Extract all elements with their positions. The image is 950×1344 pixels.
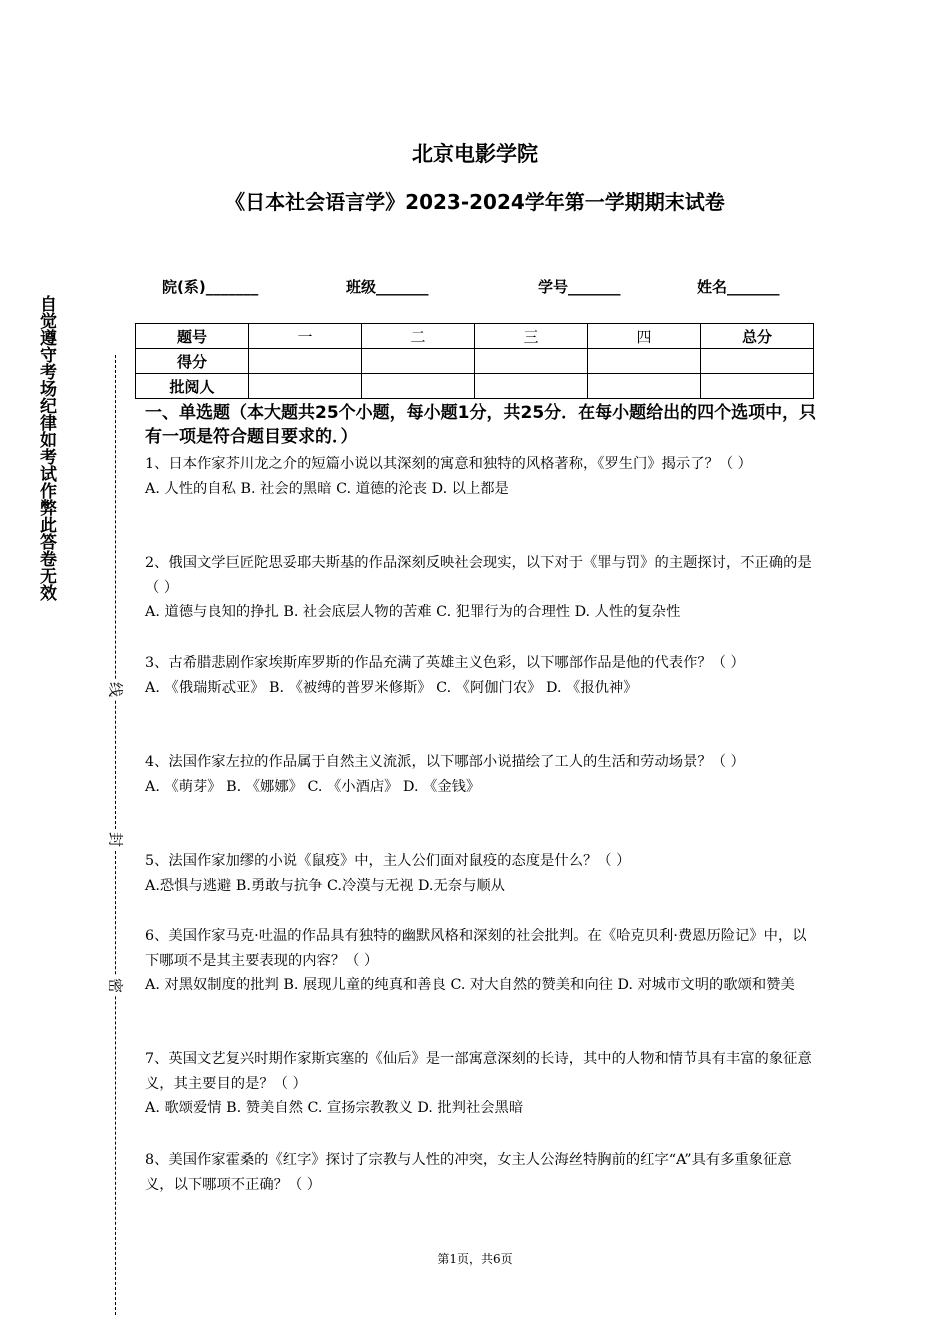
question-3 xyxy=(145,651,815,700)
page-footer: 第1页，共6页 xyxy=(437,1252,513,1266)
score-table-header-cell: 三 xyxy=(475,324,588,349)
binding-mark-secret: 密 xyxy=(106,976,127,996)
question-stem: 5、法国作家加缪的小说《鼠疫》中，主人公们面对鼠疫的态度是什么？（ ） xyxy=(145,853,631,869)
question-5 xyxy=(145,849,815,898)
question-stem: 4、法国作家左拉的作品属于自然主义流派，以下哪部小说描绘了工人的生活和劳动场景？（ ） xyxy=(145,754,745,770)
score-table-header-cell: 总分 xyxy=(701,324,814,349)
question-options: A. 对黑奴制度的批判 B. 展现儿童的纯真和善良 C. 对大自然的赞美和向往 D. 对城市文明的歌颂和赞美 xyxy=(145,977,795,993)
side-warning-text: 自觉遵守考场纪律如考试作弊此答卷无效 xyxy=(36,295,56,601)
score-table-header-row xyxy=(136,324,814,349)
grader-cell xyxy=(475,374,588,399)
question-8 xyxy=(145,1148,815,1197)
score-cell xyxy=(475,349,588,374)
question-options: A. 《俄瑞斯忒亚》 B. 《被缚的普罗米修斯》 C. 《阿伽门农》 D. 《报仇神》 xyxy=(145,679,638,696)
score-cell xyxy=(249,349,362,374)
score-table-header-cell: 题号 xyxy=(136,324,249,349)
score-cell xyxy=(362,349,475,374)
question-stem: 2、俄国文学巨匠陀思妥耶夫斯基的作品深刻反映社会现实，以下对于《罪与罚》的主题探讨，不正确的是（ ） xyxy=(145,555,812,596)
question-stem: 6、美国作家马克·吐温的作品具有独特的幽默风格和深刻的社会批判。在《哈克贝利·费恩历险记》中，以下哪项不是其主要表现的内容？（ ） xyxy=(145,928,807,969)
question-options: A.恐惧与逃避 B.勇敢与抗争 C.冷漠与无视 D.无奈与顺从 xyxy=(145,877,505,894)
question-stem: 1、日本作家芥川龙之介的短篇小说以其深刻的寓意和独特的风格著称，《罗生门》揭示了？（ ） xyxy=(145,456,752,472)
question-4 xyxy=(145,750,815,799)
binding-mark-seal: 封 xyxy=(106,830,127,850)
school-title: 北京电影学院 xyxy=(412,142,538,166)
score-table-header-cell: 二 xyxy=(362,324,475,349)
field-class: 班级_______ xyxy=(346,278,429,296)
question-7 xyxy=(145,1047,815,1121)
question-1 xyxy=(145,452,815,501)
grader-cell xyxy=(249,374,362,399)
score-cell xyxy=(588,349,701,374)
question-6 xyxy=(145,924,815,998)
score-table-header-cell: 一 xyxy=(249,324,362,349)
section-heading: 一、单选题（本大题共25个小题，每小题1分，共25分．在每小题给出的四个选项中，只有一项是符合题目要求的．） xyxy=(145,403,817,447)
question-2 xyxy=(145,551,815,625)
grader-row-label: 批阅人 xyxy=(136,374,249,399)
question-options: A. 歌颂爱情 B. 赞美自然 C. 宣扬宗教教义 D. 批判社会黑暗 xyxy=(145,1100,524,1116)
question-stem: 8、美国作家霍桑的《红字》探讨了宗教与人性的冲突，女主人公海丝特胸前的红字“A”具有多重象征意义，以下哪项不正确？（ ） xyxy=(145,1152,792,1193)
exam-title: 《日本社会语言学》2023-2024学年第一学期期末试卷 xyxy=(225,190,725,214)
binding-mark-line: 线 xyxy=(106,680,127,700)
score-table-row-grader xyxy=(136,374,814,399)
question-options: A. 《萌芽》 B. 《娜娜》 C. 《小酒店》 D. 《金钱》 xyxy=(145,778,481,795)
grader-cell xyxy=(362,374,475,399)
field-department: 院(系)_______ xyxy=(162,278,259,296)
field-name: 姓名_______ xyxy=(697,278,780,296)
grader-cell xyxy=(588,374,701,399)
score-cell xyxy=(701,349,814,374)
field-student-id: 学号_______ xyxy=(538,278,621,296)
score-row-label: 得分 xyxy=(136,349,249,374)
grader-cell xyxy=(701,374,814,399)
score-table-header-cell: 四 xyxy=(588,324,701,349)
question-options: A. 人性的自私 B. 社会的黑暗 C. 道德的沦丧 D. 以上都是 xyxy=(145,480,509,497)
score-table-row-score xyxy=(136,349,814,374)
question-stem: 3、古希腊悲剧作家埃斯库罗斯的作品充满了英雄主义色彩，以下哪部作品是他的代表作？（ ） xyxy=(145,655,745,671)
question-stem: 7、英国文艺复兴时期作家斯宾塞的《仙后》是一部寓意深刻的长诗，其中的人物和情节具有丰富的象征意义，其主要目的是？（ ） xyxy=(145,1051,812,1092)
score-table xyxy=(135,323,814,399)
question-options: A. 道德与良知的挣扎 B. 社会底层人物的苦难 C. 犯罪行为的合理性 D. 人性的复杂性 xyxy=(145,604,681,620)
